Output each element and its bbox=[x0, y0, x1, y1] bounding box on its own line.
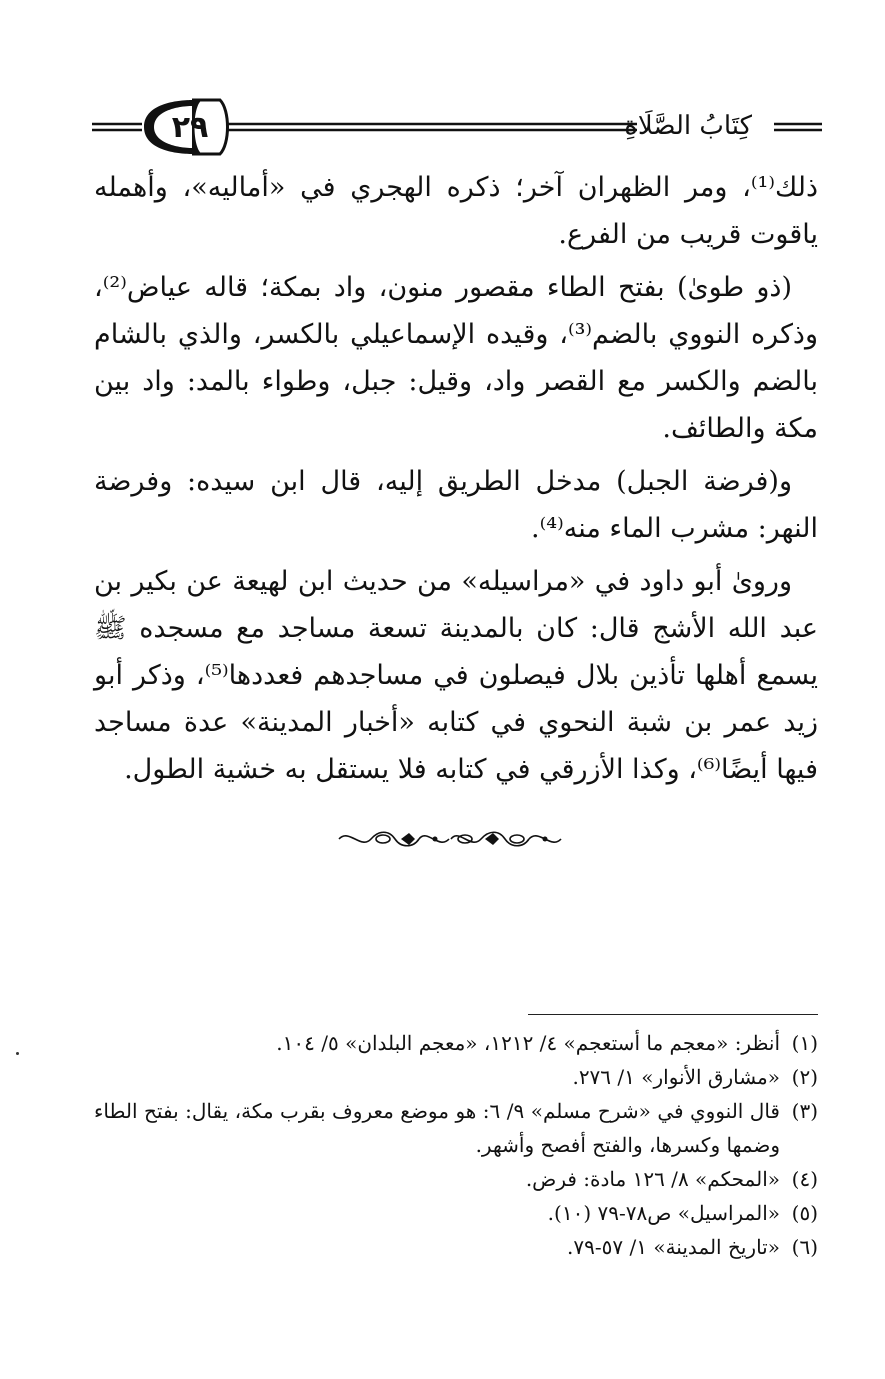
footnote-text: أنظر: «معجم ما أستعجم» ٤/ ١٢١٢، «معجم البلدان» ٥/ ١٠٤. bbox=[276, 1031, 780, 1055]
footnote-number: (٢) bbox=[791, 1065, 818, 1089]
running-title: كِتَابُ الصَّلَاةِ bbox=[624, 111, 752, 141]
footnote-number: (٤) bbox=[791, 1167, 818, 1191]
footnote-2 bbox=[94, 1060, 818, 1094]
footnote-number: (١) bbox=[791, 1031, 818, 1055]
footnote-text: «تاريخ المدينة» ١/ ٥٧-٧٩. bbox=[567, 1235, 780, 1259]
main-text bbox=[94, 164, 818, 799]
paragraph-2: (ذو طوىٰ) بفتح الطاء مقصور منون، واد بمكة؛ قاله عياض⁽²⁾، وذكره النووي بالضم⁽³⁾، وقيده الإسماعيلي بالكسر، والذي بالشام بالضم والكسر مع القصر واد، وقيل: جبل، وطواء بالمد: واد بين مكة والطائف. bbox=[94, 272, 818, 444]
footnote-5 bbox=[94, 1196, 818, 1230]
footnote-4 bbox=[94, 1162, 818, 1196]
footnote-text: «مشارق الأنوار» ١/ ٢٧٦. bbox=[572, 1065, 780, 1089]
footnote-separator bbox=[528, 1014, 818, 1015]
page-number: ٢٩ bbox=[171, 110, 209, 145]
footnote-1 bbox=[94, 1026, 818, 1060]
footnote-text: قال النووي في «شرح مسلم» ٩/ ٦: هو موضع معروف بقرب مكة، يقال: بفتح الطاء وضمها وكسرها، والفتح أفصح وأشهر. bbox=[94, 1099, 780, 1157]
footnote-number: (٥) bbox=[791, 1201, 818, 1225]
footnotes bbox=[94, 1026, 818, 1264]
footnote-text: «المراسيل» ص٧٨-٧٩ (١٠). bbox=[547, 1201, 780, 1225]
footnote-number: (٦) bbox=[791, 1235, 818, 1259]
footnote-text: «المحكم» ٨/ ١٢٦ مادة: فرض. bbox=[525, 1167, 780, 1191]
footnote-number: (٣) bbox=[791, 1099, 818, 1123]
footnote-6 bbox=[94, 1230, 818, 1264]
section-end-ornament bbox=[335, 822, 565, 856]
paragraph-3: و(فرضة الجبل) مدخل الطريق إليه، قال ابن سيده: وفرضة النهر: مشرب الماء منه⁽⁴⁾. bbox=[94, 466, 818, 544]
paragraph-1: ذلك⁽¹⁾، ومر الظهران آخر؛ ذكره الهجري في «أماليه»، وأهمله ياقوت قريب من الفرع. bbox=[94, 172, 818, 250]
scan-speck bbox=[16, 1052, 19, 1055]
paragraph-4: ورویٰ أبو داود في «مراسيله» من حديث ابن لهيعة عن بكير بن عبد الله الأشج قال: كان بالمدينة تسعة مساجد مع مسجده ﷺ يسمع أهلها تأذين بلال فيصلون في مساجدهم فعددها⁽⁵⁾، وذكر أبو زيد عمر بن شبة النحوي في كتابه «أخبار المدينة» عدة مساجد فيها أيضًا⁽⁶⁾، وكذا الأزرقي في كتابه فلا يستقل به خشية الطول. bbox=[94, 566, 819, 785]
page-header bbox=[92, 98, 822, 160]
footnote-3 bbox=[94, 1094, 818, 1162]
